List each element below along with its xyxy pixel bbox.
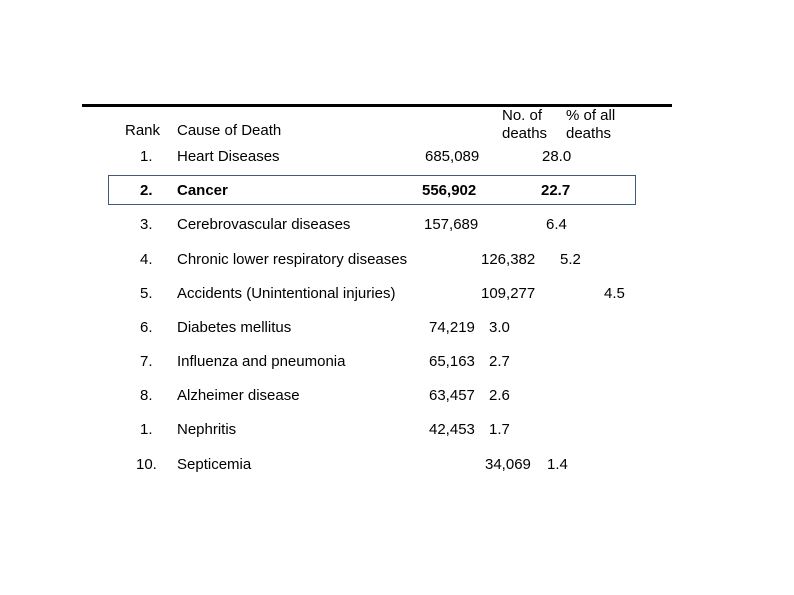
row-number: 685,089 xyxy=(425,148,480,165)
row-number: 109,277 xyxy=(481,285,536,302)
row-cause: Influenza and pneumonia xyxy=(177,353,346,370)
row-cause: Diabetes mellitus xyxy=(177,319,292,336)
row-rank: 8. xyxy=(140,387,153,404)
row-rank: 10. xyxy=(136,456,157,473)
row-number: 157,689 xyxy=(424,216,479,233)
row-percent: 22.7 xyxy=(541,182,571,199)
row-number: 74,219 xyxy=(429,319,475,336)
row-rank: 2. xyxy=(140,182,153,199)
row-number: 34,069 xyxy=(485,456,531,473)
row-cause: Nephritis xyxy=(177,421,237,438)
row-percent: 1.7 xyxy=(489,421,510,438)
row-percent: 5.2 xyxy=(560,251,581,268)
row-number: 63,457 xyxy=(429,387,475,404)
row-rank: 1. xyxy=(140,421,153,438)
header-percent-line1: % of all xyxy=(566,107,616,124)
header-number-line2: deaths xyxy=(502,125,548,142)
row-rank: 5. xyxy=(140,285,153,302)
row-cause: Alzheimer disease xyxy=(177,387,300,404)
row-rank: 3. xyxy=(140,216,153,233)
row-rank: 7. xyxy=(140,353,153,370)
header-rank: Rank xyxy=(125,122,161,139)
row-rank: 6. xyxy=(140,319,153,336)
row-cause: Septicemia xyxy=(177,456,252,473)
row-number: 42,453 xyxy=(429,421,475,438)
row-percent: 28.0 xyxy=(542,148,572,165)
row-number: 126,382 xyxy=(481,251,536,268)
row-cause: Cerebrovascular diseases xyxy=(177,216,351,233)
header-percent-line2: deaths xyxy=(566,125,612,142)
row-percent: 3.0 xyxy=(489,319,510,336)
row-percent: 2.6 xyxy=(489,387,510,404)
row-cause: Accidents (Unintentional injuries) xyxy=(177,285,396,302)
header-cause: Cause of Death xyxy=(177,122,282,139)
row-percent: 6.4 xyxy=(546,216,567,233)
row-percent: 2.7 xyxy=(489,353,510,370)
row-cause: Heart Diseases xyxy=(177,148,280,165)
header-number-line1: No. of xyxy=(502,107,543,124)
row-percent: 4.5 xyxy=(604,285,625,302)
row-rank: 1. xyxy=(140,148,153,165)
row-number: 556,902 xyxy=(422,182,477,199)
row-rank: 4. xyxy=(140,251,153,268)
row-percent: 1.4 xyxy=(547,456,568,473)
row-number: 65,163 xyxy=(429,353,475,370)
row-cause: Cancer xyxy=(177,182,228,199)
row-cause: Chronic lower respiratory diseases xyxy=(177,251,408,268)
